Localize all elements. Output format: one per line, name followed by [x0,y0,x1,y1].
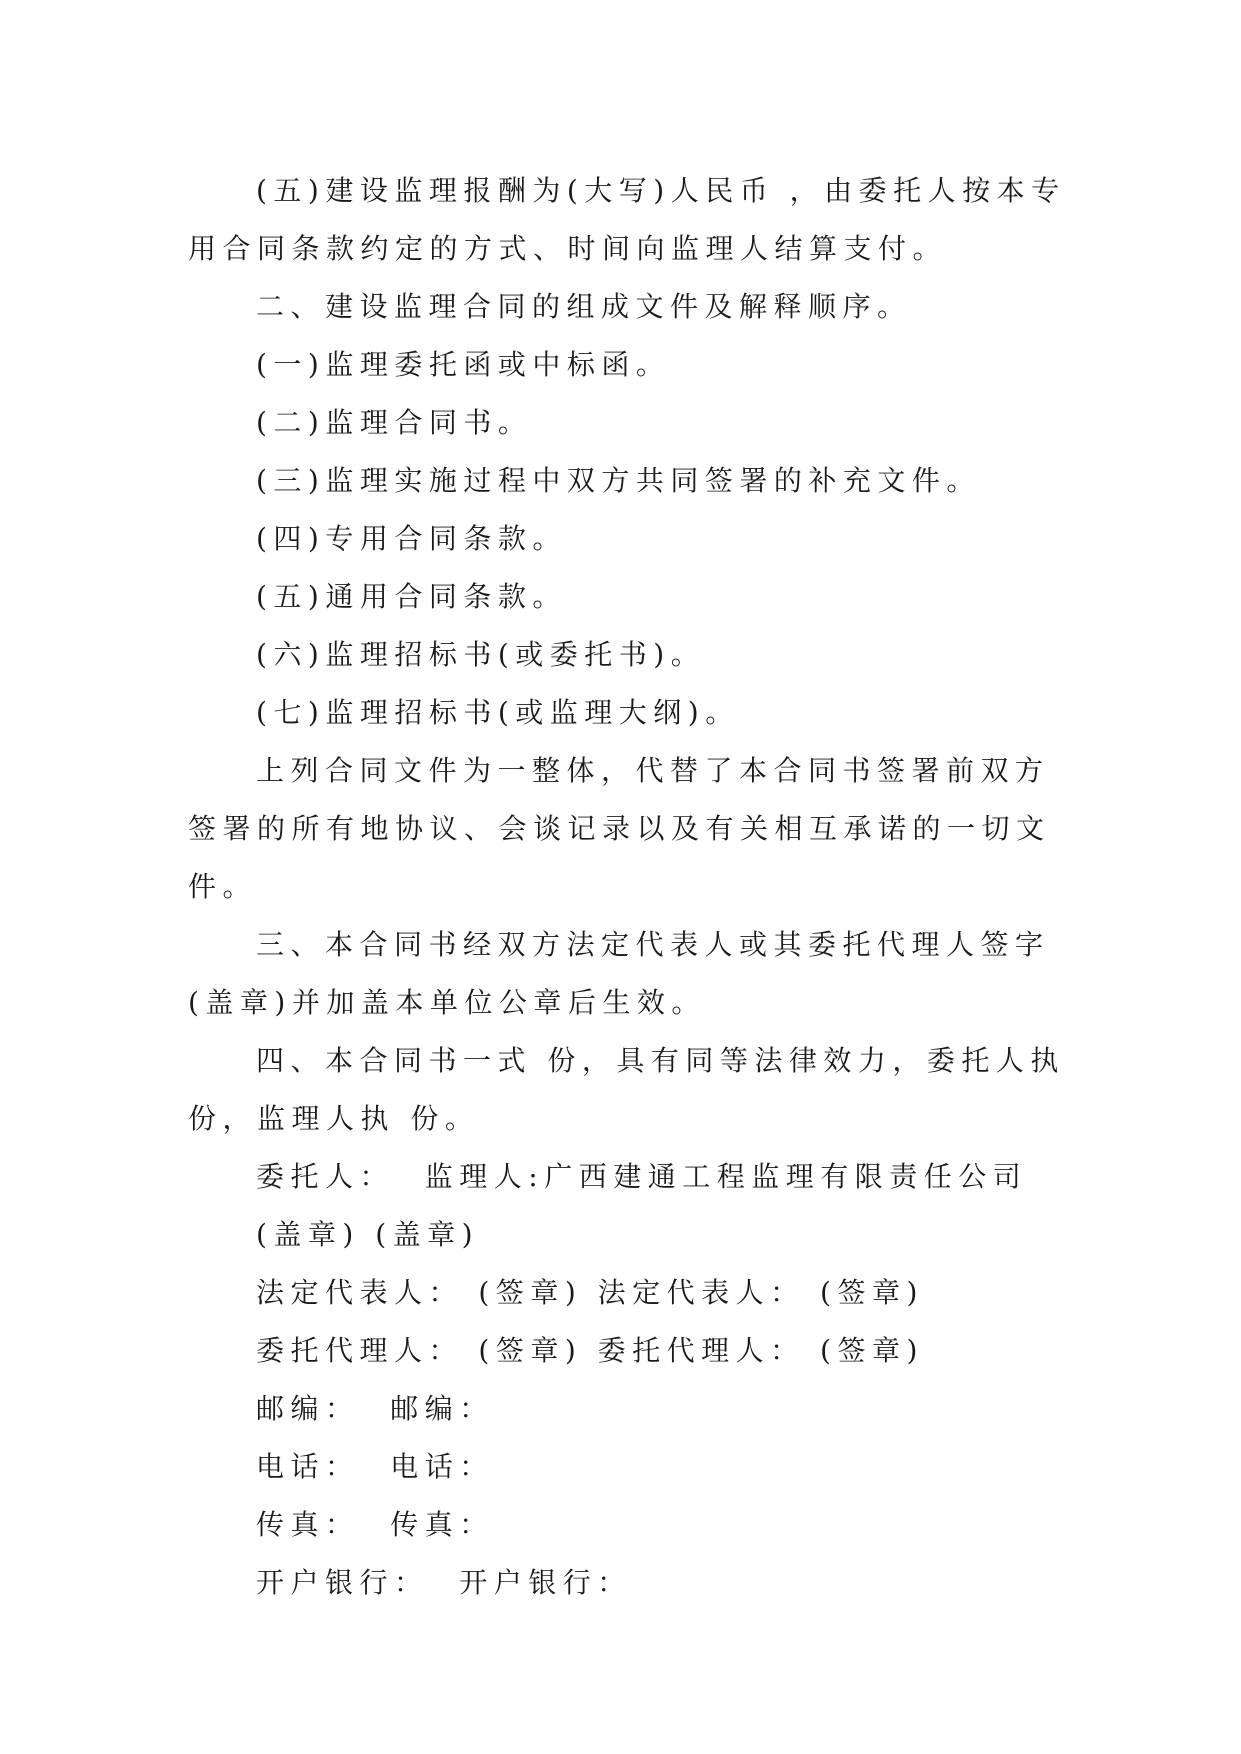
paragraph-copies: 四、本合同书一式 份，具有同等法律效力，委托人执 份，监理人执 份。 [188,1044,1081,1135]
signature-agent: 委托代理人： (签章) 委托代理人： (签章) [256,1334,924,1367]
contract-body [188,162,1081,1612]
signature-legal-rep: 法定代表人： (签章) 法定代表人： (签章) [256,1276,924,1309]
paragraph-integrity: 上列合同文件为一整体，代替了本合同书签署前双方签署的所有地协议、会谈记录以及有关相互承诺的一切文件。 [188,754,1051,903]
signature-phone: 电话： 电话： [256,1450,494,1483]
section-heading-composition: 二、建设监理合同的组成文件及解释顺序。 [256,290,912,323]
list-item-2: (二)监理合同书。 [256,406,533,439]
paragraph-remuneration: (五)建设监理报酬为(大写)人民币 ，由委托人按本专用合同条款约定的方式、时间向监理人结算支付。 [188,174,1066,265]
list-item-5: (五)通用合同条款。 [256,580,567,613]
list-item-6: (六)监理招标书(或委托书)。 [256,638,706,671]
signature-block [188,1148,1068,1612]
list-item-1: (一)监理委托函或中标函。 [256,348,671,381]
signature-postcode: 邮编： 邮编： [256,1392,494,1425]
list-item-4: (四)专用合同条款。 [256,522,567,555]
signature-parties: 委托人： 监理人:广西建通工程监理有限责任公司 [256,1160,1028,1193]
list-item-3: (三)监理实施过程中双方共同签署的补充文件。 [256,464,981,497]
signature-seal: (盖章) (盖章) [256,1218,480,1251]
list-item-7: (七)监理招标书(或监理大纲)。 [256,696,740,729]
signature-bank: 开户银行： 开户银行： [256,1566,632,1599]
signature-fax: 传真： 传真： [256,1508,494,1541]
paragraph-effectiveness: 三、本合同书经双方法定代表人或其委托代理人签字(盖章)并加盖本单位公章后生效。 [188,928,1050,1019]
